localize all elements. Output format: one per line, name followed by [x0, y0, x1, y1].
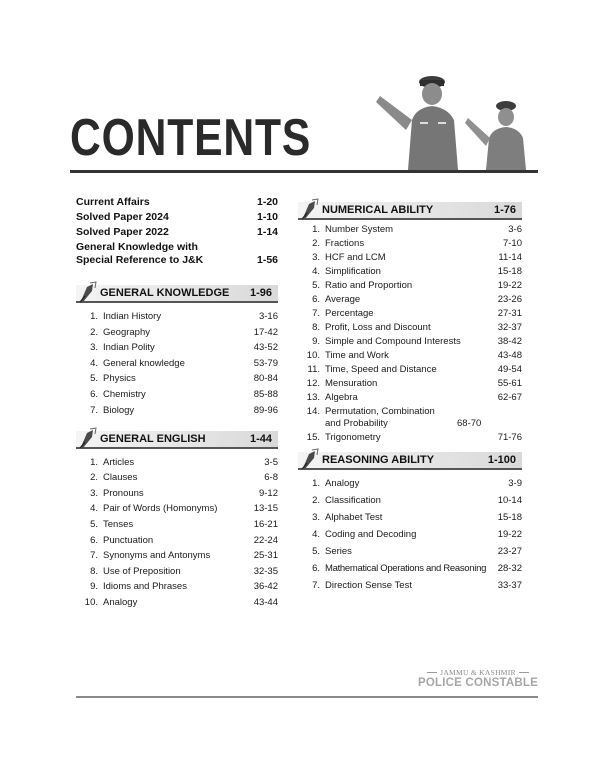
front-matter-list [76, 196, 278, 267]
chapter-item[interactable]: 1. Analogy 3-9 [312, 478, 522, 489]
pen-nib-icon [78, 281, 98, 303]
chapter-item[interactable]: 3. HCF and LCM 11-14 [312, 252, 522, 263]
section-pages: 1-96 [249, 287, 272, 299]
entry-pages: 1-10 [256, 211, 278, 223]
chapter-item[interactable]: 3. Indian Polity 43-52 [90, 342, 278, 354]
chapter-item[interactable]: 2. Clauses 6-8 [90, 472, 278, 484]
chapter-list [298, 224, 522, 444]
chapter-item[interactable]: 5. Series 23-27 [312, 546, 522, 557]
chapter-item[interactable]: 8. Use of Preposition 32-35 [90, 565, 278, 577]
chapter-item[interactable]: 10. Time and Work 43-48 [306, 350, 522, 361]
toc-entry-current-affairs[interactable] [76, 196, 278, 209]
brand-logo [418, 668, 538, 689]
entry-title: Current Affairs [76, 196, 150, 208]
section-title: REASONING ABILITY [322, 454, 435, 466]
section-numerical-ability [298, 202, 522, 444]
page-title: CONTENTS [70, 109, 312, 167]
chapter-item[interactable]: 3. Pronouns 9-12 [90, 487, 278, 499]
section-reasoning-ability [298, 452, 522, 592]
chapter-item[interactable]: 2. Fractions 7-10 [312, 238, 522, 249]
section-header[interactable] [76, 285, 278, 303]
chapter-item[interactable]: 1. Number System 3-6 [312, 224, 522, 235]
chapter-item[interactable]: 14. Permutation, Combination and Probability 68-70 [306, 406, 482, 429]
title-rule [70, 170, 538, 173]
section-pages: 1-76 [493, 204, 516, 216]
section-general-english [76, 431, 278, 609]
section-pages: 1-44 [249, 432, 272, 445]
chapter-item[interactable]: 15. Trigonometry 71-76 [306, 432, 522, 443]
pen-nib-icon [78, 427, 98, 449]
chapter-item[interactable]: 6. Mathematical Operations and Reasoning 28-32 [312, 563, 522, 574]
section-header[interactable] [298, 452, 522, 470]
chapter-item[interactable]: 3. Alphabet Test 15-18 [312, 512, 522, 523]
chapter-item[interactable]: 7. Biology 89-96 [90, 404, 278, 416]
section-title: NUMERICAL ABILITY [322, 204, 434, 216]
chapter-item[interactable]: 13. Algebra 62-67 [306, 392, 522, 403]
brand-top: JAMMU & KASHMIR [418, 668, 538, 677]
section-title: GENERAL ENGLISH [100, 432, 206, 445]
pen-nib-icon [300, 198, 320, 220]
toc-entry-solved-paper-2022[interactable] [76, 226, 278, 239]
chapter-item[interactable]: 9. Idioms and Phrases 36-42 [90, 581, 278, 593]
footer-rule [76, 696, 538, 698]
chapter-item[interactable]: 4. Pair of Words (Homonyms) 13-15 [90, 503, 278, 515]
chapter-item[interactable]: 5. Ratio and Proportion 19-22 [312, 280, 522, 291]
entry-title: Solved Paper 2022 [76, 226, 169, 238]
chapter-item[interactable]: 8. Profit, Loss and Discount 32-37 [312, 322, 522, 333]
chapter-list [76, 457, 278, 609]
chapter-item[interactable]: 12. Mensuration 55-61 [306, 378, 522, 389]
chapter-list [298, 478, 522, 592]
chapter-item[interactable]: 7. Synonyms and Antonyms 25-31 [90, 550, 278, 562]
entry-pages: 1-56 [256, 254, 278, 266]
section-header[interactable] [298, 202, 522, 220]
chapter-item[interactable]: 2. Geography 17-42 [90, 326, 278, 338]
left-column [76, 196, 278, 613]
chapter-item[interactable]: 4. Coding and Decoding 19-22 [312, 529, 522, 540]
right-column [298, 196, 522, 597]
chapter-item[interactable]: 1. Indian History 3-16 [90, 311, 278, 322]
section-title: GENERAL KNOWLEDGE [100, 287, 230, 299]
section-general-knowledge [76, 285, 278, 417]
entry-title: Solved Paper 2024 [76, 211, 169, 223]
chapter-item[interactable]: 7. Percentage 27-31 [312, 308, 522, 319]
pen-nib-icon [300, 448, 320, 470]
chapter-item[interactable]: 4. Simplification 15-18 [312, 266, 522, 277]
entry-title: General Knowledge with Special Reference to J&K [76, 241, 204, 266]
chapter-item[interactable]: 1. Articles 3-5 [90, 456, 278, 468]
chapter-item[interactable]: 11. Time, Speed and Distance 49-54 [307, 364, 522, 375]
chapter-item[interactable]: 4. General knowledge 53-79 [90, 357, 278, 369]
chapter-item[interactable]: 10. Analogy 43-44 [84, 596, 278, 608]
entry-pages: 1-20 [256, 196, 278, 208]
entry-pages: 1-14 [256, 226, 278, 238]
chapter-item[interactable]: 9. Simple and Compound Interests 38-42 [312, 336, 522, 347]
toc-entry-solved-paper-2024[interactable] [76, 211, 278, 224]
chapter-item[interactable]: 5. Physics 80-84 [90, 373, 278, 385]
toc-entry-general-knowledge-jk[interactable] [76, 241, 278, 267]
chapter-item[interactable]: 7. Direction Sense Test 33-37 [312, 580, 522, 591]
chapter-item[interactable]: 5. Tenses 16-21 [90, 518, 278, 530]
section-header[interactable] [76, 431, 278, 449]
brand-bottom: POLICE CONSTABLE [418, 677, 538, 689]
section-pages: 1-100 [487, 454, 516, 466]
chapter-item[interactable]: 6. Average 23-26 [312, 294, 522, 305]
saluting-officers-illustration [350, 60, 540, 170]
chapter-list [76, 311, 278, 417]
chapter-item[interactable]: 6. Punctuation 22-24 [90, 534, 278, 546]
chapter-item[interactable]: 6. Chemistry 85-88 [90, 388, 278, 400]
chapter-item[interactable]: 2. Classification 10-14 [312, 495, 522, 506]
